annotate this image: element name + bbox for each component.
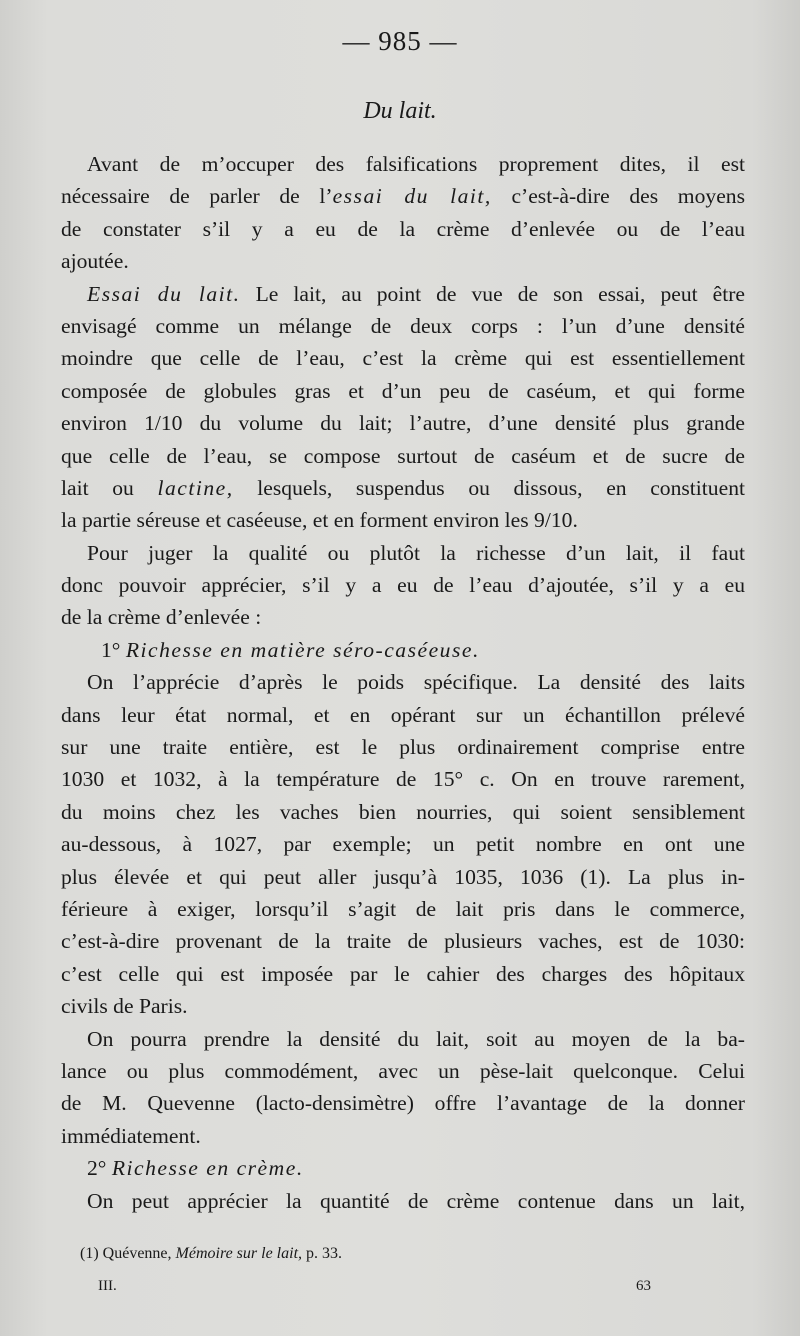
text-line: c’est-à-dire provenant de la traite de plusieurs vaches, est de 1030: (61, 929, 745, 954)
section-title: Du lait. (363, 98, 437, 124)
paragraph-pese-lait (61, 1023, 745, 1153)
text-line: Pour juger la qualité ou plutôt la richesse d’un lait, il faut (87, 540, 745, 565)
text-line: de constater s’il y a eu de la crème d’enlevée ou de l’eau (61, 216, 745, 241)
text-line: composée de globules gras et d’un peu de caséum, et qui forme (61, 378, 745, 403)
text-line: civils de Paris. (61, 994, 188, 1019)
subheading-1 (61, 634, 745, 666)
text-line (61, 472, 745, 504)
text-line: de M. Quevenne (lacto-densimètre) offre l’avantage de la donner (61, 1091, 745, 1116)
text-line (61, 180, 745, 212)
volume-mark: III. (98, 1278, 117, 1294)
paragraph-intro (61, 148, 745, 278)
footnote-marker: (1) (80, 1245, 103, 1262)
emphasis-text: Essai du lait. (87, 281, 241, 306)
footnote-page: p. 33. (302, 1245, 343, 1262)
text-line: plus élevée et qui peut aller jusqu’à 1035, 1036 (1). La plus in- (61, 864, 745, 889)
text-line: férieure à exiger, lorsqu’il s’agit de lait pris dans le commerce, (61, 896, 745, 921)
footnote (80, 1245, 342, 1263)
text-line: envisagé comme un mélange de deux corps : l’un d’une densité (61, 313, 745, 338)
subheading-number: 1° (101, 637, 126, 662)
footnote-work-title: Mémoire sur le lait, (175, 1245, 303, 1262)
text-line: ajoutée. (61, 249, 129, 274)
text-line: que celle de l’eau, se compose surtout de caséum et de sucre de (61, 443, 745, 468)
emphasis-text: lactine, (157, 475, 234, 500)
text-run: lait ou (61, 475, 158, 500)
text-line: du moins chez les vaches bien nourries, qui soient sensiblement (61, 799, 745, 824)
emphasis-text: essai du lait, (332, 184, 492, 209)
text-line: lance ou plus commodément, avec un pèse-lait quelconque. Celui (61, 1058, 745, 1083)
text-line: immédiatement. (61, 1123, 201, 1148)
body-text (61, 148, 745, 1217)
text-line (61, 278, 745, 310)
subheading-text: Richesse en crème. (111, 1156, 304, 1181)
signature-mark: 63 (636, 1278, 651, 1294)
text-line: moindre que celle de l’eau, c’est la crème qui est essentiellement (61, 346, 745, 371)
text-line: au-dessous, à 1027, par exemple; un petit nombre en ont une (61, 832, 745, 857)
text-run: Le lait, au point de vue de son essai, peut être (240, 281, 745, 306)
text-line: 1030 et 1032, à la température de 15° c. On en trouve rarement, (61, 767, 745, 792)
text-line: dans leur état normal, et en opérant sur un échantillon prélevé (61, 702, 745, 727)
paragraph-richesse (61, 537, 745, 634)
subheading-text: Richesse en matière séro-caséeuse. (125, 637, 480, 662)
subheading-number: 2° (87, 1156, 112, 1181)
page-number-header: — 985 — (342, 26, 458, 56)
text-line: Avant de m’occuper des falsifications proprement dites, il est (87, 152, 745, 176)
paragraph-densite (61, 666, 745, 1022)
text-line: sur une traite entière, est le plus ordinairement comprise entre (61, 735, 745, 760)
paragraph-creme (61, 1185, 745, 1217)
subheading-2 (61, 1152, 745, 1184)
text-line: c’est celle qui est imposée par le cahier des charges des hôpitaux (61, 961, 745, 986)
text-line: environ 1/10 du volume du lait; l’autre, d’une densité plus grande (61, 411, 745, 436)
paragraph-essai (61, 278, 745, 537)
text-line: la partie séreuse et caséeuse, et en forment environ les 9/10. (61, 508, 578, 533)
text-line: de la crème d’enlevée : (61, 605, 262, 630)
text-run: lesquels, suspendus ou dissous, en constituent (233, 475, 745, 500)
text-line: On l’apprécie d’après le poids spécifique. La densité des laits (87, 670, 745, 695)
text-line: On pourra prendre la densité du lait, soit au moyen de la ba- (87, 1026, 745, 1051)
text-line: On peut apprécier la quantité de crème contenue dans un lait, (87, 1188, 745, 1213)
text-run: nécessaire de parler de l’ (61, 184, 333, 209)
text-run: c’est-à-dire des moyens (491, 184, 745, 209)
text-line: donc pouvoir apprécier, s’il y a eu de l’eau d’ajoutée, s’il y a eu (61, 573, 745, 598)
footnote-author: Quévenne, (102, 1245, 176, 1262)
